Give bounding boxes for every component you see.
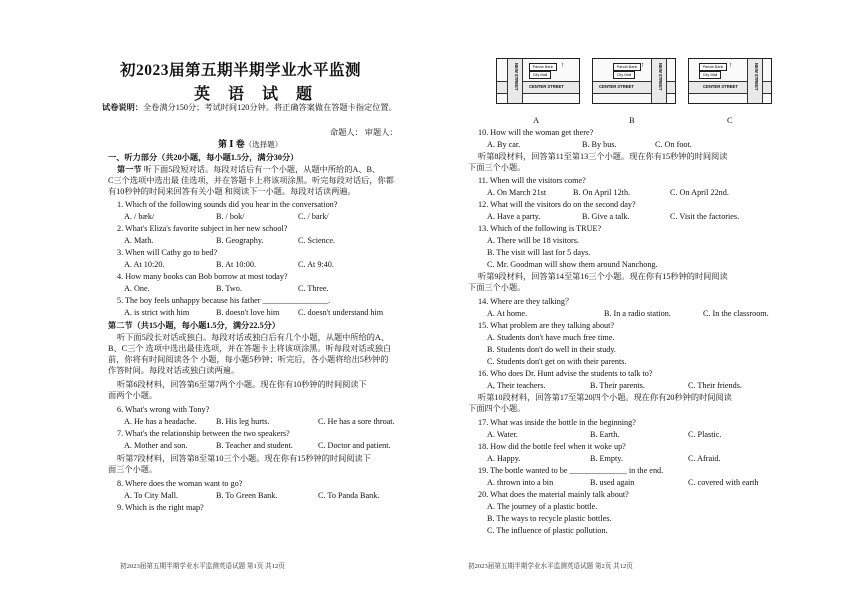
- map-a-panda-bank: Panda Bank: [529, 63, 557, 71]
- q20-option-c: C. The influence of plastic pollution.: [487, 526, 608, 535]
- map-c-panda-bank: Panda Bank: [699, 63, 727, 71]
- part1-sec2-intro-1: 听下面5段长对话或独白。每段对话或独白后有几个小题，从题中所给的A、: [117, 333, 390, 342]
- question-2: 2. What's Eliza's favorite subject in her new school?: [117, 224, 288, 233]
- map-a-arrow-icon: ↑: [561, 62, 565, 69]
- q6-option-a: A. He has a headache.: [124, 417, 197, 426]
- map-b-panda-bank: Panda Bank: [613, 63, 641, 71]
- map-label-a: A: [533, 115, 540, 125]
- q12-option-c: C. Visit the factories.: [670, 212, 740, 221]
- q18-option-a: A. Happy.: [487, 454, 521, 463]
- q11-option-c: C. On April 22nd.: [670, 188, 729, 197]
- part1-sec1-intro-1: [117, 164, 380, 175]
- q4-option-a: A. One.: [124, 284, 150, 293]
- q13-option-a: A. There will be 18 visitors.: [487, 236, 579, 245]
- question-1: 1. Which of the following sounds did you hear in the conversation?: [117, 200, 338, 209]
- page1-footer: 初2023届第五期半期学业水平监测英语试题 第1页 共12页: [120, 563, 285, 570]
- material9-intro-2: 下面三个小题。: [468, 283, 526, 292]
- q15-option-b: B. Students don't do well in their study.: [487, 345, 616, 354]
- q12-option-b: B. Give a talk.: [582, 212, 630, 221]
- q13-option-b: B. The visit will last for 5 days.: [487, 248, 591, 257]
- map-a-city-mall: City Mall: [529, 71, 551, 79]
- page2-footer: 初2023届第五期半期学业水平监测英语试题 第2页 共12页: [468, 563, 633, 570]
- question-7: 7. What's the relationship between the two speakers?: [117, 429, 290, 438]
- q7-option-b: B. Teacher and student.: [216, 441, 293, 450]
- section-title: 第 Ⅰ 卷: [218, 139, 245, 149]
- q17-option-b: B. Earth.: [590, 430, 620, 439]
- q7-option-c: C. Doctor and patient.: [318, 441, 391, 450]
- map-a: [496, 58, 580, 104]
- q10-option-c: C. On foot.: [655, 140, 692, 149]
- q2-option-b: B. Geography.: [216, 236, 264, 245]
- q7-option-a: A. Mother and son.: [124, 441, 188, 450]
- map-a-street-h-label: CENTER STREET: [529, 84, 564, 89]
- note-text: 全卷满分150分；考试时间120分钟。将正确答案做在答题卡指定位置。: [142, 103, 397, 112]
- map-c-city-mall: City Mall: [699, 71, 721, 79]
- map-a-street-v-label: NEW STREET: [514, 63, 519, 91]
- map-b: [592, 58, 676, 104]
- q16-option-a: A, Their teachers.: [487, 381, 546, 390]
- map-c-street-h-label: CENTER STREET: [703, 84, 738, 89]
- page-2: [430, 0, 860, 595]
- exam-note: [102, 102, 420, 114]
- part1-sec2-intro-4: 作答时间。每段对话或独白读两遍。: [108, 366, 240, 375]
- q3-option-c: C. At 9:40.: [298, 260, 334, 269]
- question-9: 9. Which is the right map?: [117, 503, 204, 512]
- q11-option-b: B. On April 12th.: [573, 188, 631, 197]
- q16-option-c: C. Their friends.: [688, 381, 742, 390]
- material6-intro-1: 听第6段材料，回答第6至第7两个小题。现在你有10秒钟的时间阅读下: [117, 380, 367, 389]
- question-13: 13. Which of the following is TRUE?: [478, 224, 602, 233]
- q5-option-a: A. is strict with him: [124, 308, 190, 317]
- map-b-city-mall: City Mall: [613, 71, 635, 79]
- q1-option-a: A. / bæk/: [124, 212, 155, 221]
- material6-intro-2: 面两个小题。: [108, 391, 158, 400]
- question-15: 15. What problem are they talking about?: [478, 321, 615, 330]
- q6-option-c: C. He has a sore throat.: [318, 417, 395, 426]
- q1-option-b: B. / bok/: [216, 212, 245, 221]
- material7-intro-1: 听第7段材料，回答第8至第10三个小题。现在你有15秒钟的时间阅读下: [117, 454, 371, 463]
- q3-option-b: B. At 10:00.: [216, 260, 257, 269]
- question-10: 10. How will the woman get there?: [478, 128, 594, 137]
- part1-sec2-heading: 第二节（共15小题，每小题1.5分，满分22.5分）: [108, 321, 280, 330]
- part1-sec2-intro-2: B、C三个 选项中选出最佳选项，并在答题卡上将该项涂黑。听每段对话或独白: [108, 344, 392, 353]
- question-3: 3. When will Cathy go to bed?: [117, 248, 218, 257]
- map-b-street-v-label: NEW STREET: [658, 63, 663, 91]
- q10-option-a: A. By car.: [487, 140, 521, 149]
- q14-option-b: B. In a radio station.: [604, 309, 671, 318]
- map-label-b: B: [629, 115, 635, 125]
- question-6: 6. What's wrong with Tony?: [117, 405, 210, 414]
- part1-heading: 一、听力部分（共20小题，每小题1.5分，满分30分）: [108, 153, 299, 162]
- question-12: 12. What will the visitors do on the second day?: [478, 200, 636, 209]
- question-4: 4. How many books can Bob borrow at most today?: [117, 272, 288, 281]
- exam-subtitle: 英 语 试 题: [194, 86, 320, 103]
- q19-option-b: B. used again: [590, 478, 635, 487]
- map-b-street-h-label: CENTER STREET: [599, 84, 634, 89]
- q19-option-a: A. thrown into a bin: [487, 478, 554, 487]
- q12-option-a: A. Have a party.: [487, 212, 541, 221]
- q5-option-c: C. doesn't understand him: [298, 308, 384, 317]
- q3-option-a: A. At 10:20.: [124, 260, 165, 269]
- question-8: 8. Where does the woman want to go?: [117, 479, 243, 488]
- q8-option-a: A. To City Mall.: [124, 491, 179, 500]
- q2-option-c: C. Science.: [298, 236, 336, 245]
- q4-option-b: B. Two.: [216, 284, 242, 293]
- map-c-arrow-icon: ↑: [729, 62, 733, 69]
- author-line: 命题人： 审题人：: [330, 128, 398, 137]
- question-19: 19. The bottle wanted to be ______________ in the end.: [478, 466, 664, 475]
- q6-option-b: B. His leg hurts.: [216, 417, 270, 426]
- q19-option-c: C. covered with earth: [688, 478, 759, 487]
- q18-option-c: C. Afraid.: [688, 454, 721, 463]
- question-16: 16. Who does Dr. Hunt advise the students to talk to?: [478, 369, 653, 378]
- question-5: 5. The boy feels unhappy because his father ________________.: [117, 296, 331, 305]
- question-11: 11. When will the visitors come?: [478, 176, 586, 185]
- material8-intro-1: 听第8段材料，回答第11至第13三个小题。现在你有15秒钟的时间阅读: [478, 152, 728, 161]
- section-heading: [218, 137, 282, 150]
- map-label-c: C: [727, 115, 733, 125]
- exam-title: 初2023届第五期半期学业水平监测: [120, 62, 362, 79]
- part1-sec1-intro-1-text: 听下面5段短对话。每段对话后有一个小题，从题中所给的A、B、: [143, 165, 381, 174]
- material8-intro-2: 下面三个小题。: [468, 163, 526, 172]
- q20-option-a: A. The journey of a plastic bottle.: [487, 502, 598, 511]
- question-20: 20. What does the material mainly talk about?: [478, 490, 629, 499]
- question-14: 14. Where are they talking？: [478, 297, 574, 306]
- note-label: 试卷说明：: [102, 103, 143, 112]
- section-subtitle: （选择题）: [244, 140, 283, 149]
- part1-sec1-intro-3: 有10秒钟的时间来回答有关小题 和阅读下一小题。每段对话读两遍。: [108, 187, 356, 196]
- part1-sec1-intro-2: C三个选项中选出最 佳选项，并在答题卡上将该项涂黑。听完每段对话后，你都: [108, 176, 394, 185]
- q17-option-c: C. Plastic.: [688, 430, 722, 439]
- question-17: 17. What was inside the bottle in the beginning?: [478, 418, 636, 427]
- material10-intro-2: 下面四个小题。: [468, 404, 526, 413]
- q15-option-c: C. Students don't get on with their parents.: [487, 357, 627, 366]
- part1-sec2-intro-3: 前，你将有时间阅读各个 小题，每小题5秒钟；听完后，各小题将给出5秒钟的: [108, 355, 389, 364]
- q5-option-b: B. doesn't love him: [216, 308, 280, 317]
- q20-option-b: B. The ways to recycle plastic bottles.: [487, 514, 612, 523]
- q11-option-a: A. On March 21st: [487, 188, 547, 197]
- q4-option-c: C. Three.: [298, 284, 329, 293]
- q1-option-c: C. / bark/: [298, 212, 329, 221]
- q2-option-a: A. Math.: [124, 236, 154, 245]
- map-c-street-v-label: NEW STREET: [754, 63, 759, 91]
- q15-option-a: A. Students don't have much free time.: [487, 333, 615, 342]
- question-18: 18. How did the bottle feel when it woke up?: [478, 442, 626, 451]
- q10-option-b: B. By bus.: [582, 140, 617, 149]
- map-b-arrow-icon: ↑: [641, 62, 645, 69]
- map-c: [688, 58, 772, 104]
- q18-option-b: B. Empty.: [590, 454, 623, 463]
- q17-option-a: A. Water.: [487, 430, 518, 439]
- material10-intro-1: 听第10段材料，回答第17至第20四个小题。现在你有20秒钟的时间阅读: [478, 393, 732, 402]
- q8-option-c: C. To Panda Bank.: [318, 491, 380, 500]
- q8-option-b: B. To Green Bank.: [216, 491, 278, 500]
- q16-option-b: B. Their parents.: [590, 381, 645, 390]
- q13-option-c: C. Mr. Goodman will show them around Nanchong.: [487, 260, 658, 269]
- q14-option-a: A. At home.: [487, 309, 528, 318]
- q14-option-c: C. In the classroom.: [703, 309, 769, 318]
- part1-sec1-label: 第一节: [117, 165, 142, 174]
- material9-intro-1: 听第9段材料，回答第14至第16三个小题。现在你有15秒钟的时间阅读: [478, 272, 728, 281]
- material7-intro-2: 面三个小题。: [108, 465, 158, 474]
